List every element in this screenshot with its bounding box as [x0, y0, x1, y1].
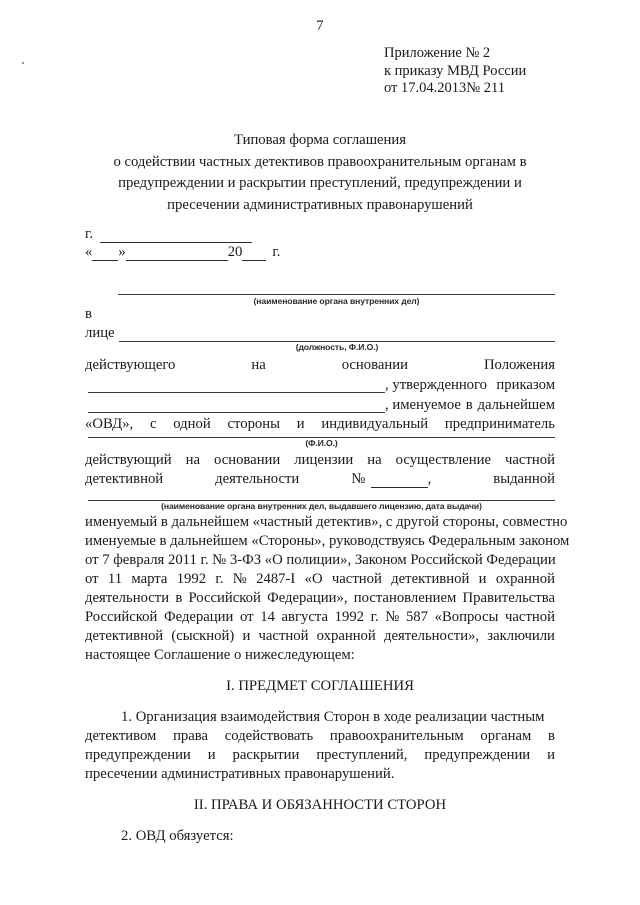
- document-title: [85, 130, 555, 216]
- date-suffix: г.: [272, 244, 281, 260]
- preamble-l6-w3: от: [240, 609, 254, 625]
- position-fio-caption: (должность, Ф.И.О.): [295, 342, 379, 352]
- license-word-5: на: [367, 452, 382, 468]
- preamble-line-6: [85, 609, 555, 626]
- preamble-l7-w2: (сыскной): [171, 628, 235, 644]
- preamble-l5-w3: Российской: [188, 590, 261, 606]
- preamble-l6-w6: 1992: [334, 609, 364, 625]
- acting-line4-word-4: стороны: [227, 416, 280, 432]
- s1-l2-w3: содействовать: [224, 728, 314, 744]
- s1-l2-w4: правоохранительным: [329, 728, 464, 744]
- preamble-line-1: именуемый в дальнейшем «частный детектив», с другой стороны, совместно: [85, 514, 568, 530]
- s1-l3-w4: преступлений,: [316, 747, 408, 763]
- title-line-4: пресечении административных правонарушений: [167, 196, 473, 213]
- acting-word-2: на: [251, 357, 266, 373]
- s1-l3-w3: раскрытии: [232, 747, 300, 763]
- license-issuer-caption: (наименование органа внутренних дел, выдавшего лицензию, дата выдачи): [161, 501, 482, 511]
- label-lice: лице: [85, 325, 115, 341]
- preamble-l7-w3: и: [242, 628, 251, 644]
- preamble-l5-w5: постановлением: [353, 590, 457, 606]
- section-1-line-3: [85, 747, 555, 764]
- license-word-4: лицензии: [294, 452, 354, 468]
- section-1-line-2: [85, 728, 555, 745]
- s1-l3-w1: предупреждении: [85, 747, 191, 763]
- license-line2-word-2: деятельности: [215, 471, 300, 487]
- position-basis-blank[interactable]: [88, 392, 385, 393]
- preamble-l7-w1: детективной: [85, 628, 164, 644]
- section-1-line-4: пресечении административных правонарушений.: [85, 766, 395, 782]
- section-2-clause-1: 2. ОВД обязуется:: [121, 828, 234, 844]
- preamble-l4-w11: и: [478, 571, 487, 587]
- acting-line-1: [85, 357, 555, 374]
- acting-line-2: [385, 377, 555, 394]
- preamble-line-4: [85, 571, 555, 588]
- preamble-l6-w9: 587: [405, 609, 428, 625]
- section-1-heading: I. ПРЕДМЕТ СОГЛАШЕНИЯ: [226, 678, 414, 694]
- acting-line4-word-2: с: [149, 416, 157, 432]
- date-quote-close: »: [118, 244, 126, 260]
- preamble-l4-w5: г.: [215, 571, 224, 587]
- license-line2-comma: ,: [427, 471, 432, 487]
- fio-caption: (Ф.И.О.): [305, 438, 338, 448]
- license-word-1: действующий: [85, 452, 172, 468]
- license-word-2: на: [185, 452, 200, 468]
- date-month-blank[interactable]: [126, 246, 228, 261]
- title-line-3: предупреждении и раскрытии преступлений, предупреждении и: [118, 175, 522, 191]
- preamble-l4-w10: детективной: [391, 571, 470, 587]
- license-line2-word-1: детективной: [85, 471, 164, 487]
- acting-line-4: [85, 416, 555, 433]
- preamble-l4-w9: частной: [331, 571, 382, 587]
- date-year-prefix: 20: [227, 244, 243, 260]
- preamble-l6-w4: 14: [260, 609, 275, 625]
- preamble-l4-w7: 2487-I: [256, 571, 296, 587]
- preamble-l4-w6: №: [232, 571, 247, 587]
- license-line2-word-3: №: [351, 471, 366, 487]
- acting-line2-part-1: , утвержденного: [385, 377, 488, 393]
- acting-line4-word-5: и: [296, 416, 305, 432]
- acting-line3-part-2: в: [465, 397, 473, 413]
- acting-line2-part-2: приказом: [496, 377, 555, 393]
- preamble-l6-w11: частной: [505, 609, 555, 625]
- city-label: г.: [85, 226, 94, 242]
- appendix-line-3: от 17.04.2013№ 211: [384, 80, 505, 96]
- preamble-l5-w6: Правительства: [462, 590, 555, 606]
- s1-l2-w1: детективом: [85, 728, 157, 744]
- city-field-row: [85, 226, 252, 243]
- s1-l2-w2: права: [173, 728, 209, 744]
- acting-line4-word-3: одной: [173, 416, 211, 432]
- s1-l2-w5: органам: [480, 728, 532, 744]
- preamble-l4-w4: 1992: [176, 571, 207, 587]
- preamble-l6-w10: «Вопросы: [434, 609, 499, 625]
- acting-word-1: действующего: [85, 357, 176, 373]
- ovd-name-caption: (наименование органа внутренних дел): [253, 296, 420, 306]
- date-quote-open: «: [85, 244, 93, 260]
- date-day-blank[interactable]: [92, 246, 118, 261]
- preamble-l7-w7: заключили: [487, 628, 555, 644]
- preamble-l6-w8: №: [385, 609, 400, 625]
- preamble-l5-w4: Федерации»,: [267, 590, 348, 606]
- preamble-l7-w5: охранной: [316, 628, 376, 644]
- preamble-l4-w3: марта: [131, 571, 168, 587]
- license-line-2: [85, 471, 555, 488]
- s1-l2-w6: в: [548, 728, 555, 744]
- preamble-line-8: настоящее Соглашение о нижеследующем:: [85, 647, 355, 663]
- preamble-l7-w4: частной: [258, 628, 309, 644]
- date-field-row: [85, 244, 280, 261]
- s1-l3-w2: и: [207, 747, 216, 763]
- preamble-l6-w1: Российской: [85, 609, 158, 625]
- license-number-blank[interactable]: [371, 473, 427, 488]
- scan-speck: [22, 62, 24, 64]
- preamble-l6-w5: августа: [281, 609, 328, 625]
- acting-line3-part-1: , именуемое: [385, 397, 461, 413]
- city-blank[interactable]: [100, 228, 252, 243]
- preamble-l4-w8: «О: [304, 571, 323, 587]
- preamble-line-7: [85, 628, 555, 645]
- acting-word-4: Положения: [483, 357, 555, 373]
- date-year-blank[interactable]: [242, 246, 266, 261]
- appendix-reference-block: [384, 45, 526, 98]
- preamble-l6-w7: г.: [370, 609, 379, 625]
- preamble-l6-w2: Федерации: [164, 609, 234, 625]
- preamble-l4-w1: от: [85, 571, 99, 587]
- page-number: 7: [316, 18, 324, 34]
- section-1-line-1: 1. Организация взаимодействия Сторон в ходе реализации частным: [121, 709, 545, 725]
- appendix-line-2: к приказу МВД России: [384, 62, 527, 79]
- preamble-line-3: от 7 февраля 2011 г. № 3-ФЗ «О полиции», Законом Российской Федерации: [85, 552, 556, 568]
- license-word-3: основании: [214, 452, 281, 468]
- acting-line-3: [385, 397, 555, 414]
- acting-line4-word-1: «ОВД»,: [85, 416, 134, 432]
- acting-line4-word-6: индивидуальный: [321, 416, 429, 432]
- label-v: в: [85, 306, 92, 322]
- preamble-l4-w12: охранной: [495, 571, 555, 587]
- preamble-line-2: именуемые в дальнейшем «Стороны», руководствуясь Федеральным законом: [85, 533, 570, 549]
- s1-l3-w5: предупреждении: [424, 747, 531, 763]
- license-word-6: осуществление: [395, 452, 492, 468]
- s1-l3-w6: и: [547, 747, 555, 763]
- title-line-2: о содействии частных детективов правоохранительным органам в: [113, 153, 527, 170]
- license-word-7: частной: [505, 452, 555, 468]
- preamble-line-5: [85, 590, 555, 607]
- section-2-heading: II. ПРАВА И ОБЯЗАННОСТИ СТОРОН: [193, 797, 447, 813]
- ovd-name-blank[interactable]: [118, 294, 555, 295]
- preamble-l5-w1: деятельности: [85, 590, 170, 606]
- order-number-blank[interactable]: [88, 412, 385, 413]
- title-line-1: Типовая форма соглашения: [233, 132, 407, 148]
- license-line-1: [85, 452, 555, 469]
- acting-line4-word-7: предприниматель: [444, 416, 555, 432]
- preamble-l4-w2: 11: [107, 571, 123, 587]
- appendix-line-1: Приложение № 2: [384, 45, 491, 61]
- acting-line3-part-3: дальнейшем: [477, 397, 555, 413]
- preamble-l7-w6: деятельности»,: [383, 628, 480, 644]
- license-line2-word-4: выданной: [493, 471, 555, 487]
- acting-word-3: основании: [341, 357, 408, 373]
- preamble-l5-w2: в: [175, 590, 183, 606]
